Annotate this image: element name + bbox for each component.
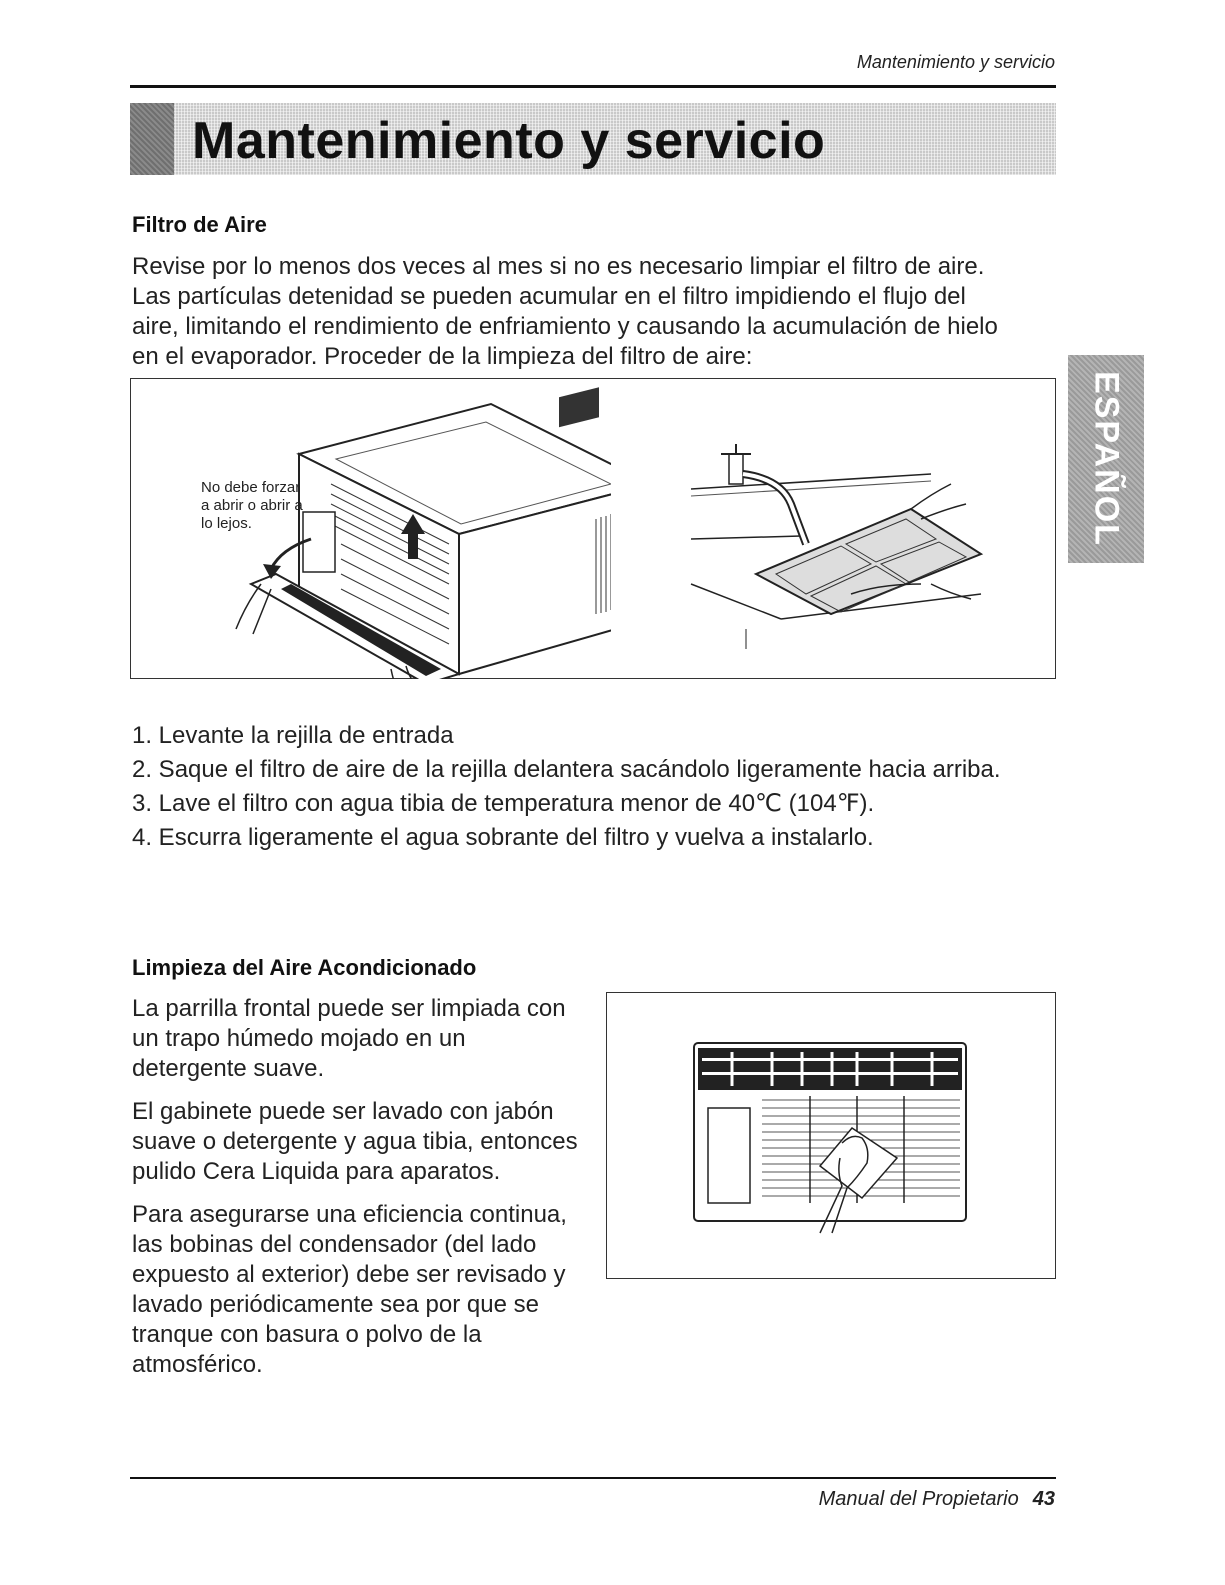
banner-marker bbox=[130, 103, 174, 175]
paragraph-line: El gabinete puede ser lavado con jabón bbox=[132, 1098, 554, 1125]
cleaning-paragraph-2 bbox=[132, 1097, 592, 1187]
filter-intro bbox=[132, 252, 1052, 372]
paragraph-line: pulido Cera Liquida para aparatos. bbox=[132, 1158, 501, 1185]
filter-intro-line: Revise por lo menos dos veces al mes si no es necesario limpiar el filtro de aire. bbox=[132, 253, 985, 280]
running-header: Mantenimiento y servicio bbox=[856, 52, 1055, 72]
list-item: 4. Escurra ligeramente el agua sobrante del filtro y vuelva a instalarlo. bbox=[132, 824, 874, 851]
paragraph-line: suave o detergente y agua tibia, entonces bbox=[132, 1128, 578, 1155]
paragraph-line: detergente suave. bbox=[132, 1055, 325, 1082]
filter-figure bbox=[130, 378, 1056, 679]
header-rule bbox=[130, 85, 1056, 88]
filter-intro-line: en el evaporador. Proceder de la limpieza del filtro de aire: bbox=[132, 343, 753, 370]
page-number: 43 bbox=[1032, 1488, 1055, 1510]
page-title: Mantenimiento y servicio bbox=[192, 112, 826, 170]
page-footer bbox=[130, 1488, 1055, 1511]
paragraph-line: Para asegurarse una eficiencia continua, bbox=[132, 1201, 567, 1228]
cleaning-paragraph-3 bbox=[132, 1200, 592, 1380]
footer-rule bbox=[130, 1477, 1056, 1479]
paragraph-line: las bobinas del condensador (del lado bbox=[132, 1231, 537, 1258]
cleaning-paragraph-1 bbox=[132, 994, 592, 1084]
cleaning-figure bbox=[606, 992, 1056, 1279]
manual-title: Manual del Propietario bbox=[818, 1488, 1019, 1510]
list-item: 2. Saque el filtro de aire de la rejilla delantera sacándolo ligeramente hacia arriba. bbox=[132, 756, 1001, 783]
callout-line: a abrir o abrir a bbox=[201, 497, 303, 514]
filter-intro-line: Las partículas detenidad se pueden acumular en el filtro impidiendo el flujo del bbox=[132, 283, 966, 310]
paragraph-line: La parrilla frontal puede ser limpiada con bbox=[132, 995, 566, 1022]
paragraph-line: atmosférico. bbox=[132, 1351, 263, 1378]
filter-heading: Filtro de Aire bbox=[132, 212, 267, 237]
filter-washing-illustration bbox=[681, 434, 1011, 654]
paragraph-line: tranque con basura o polvo de la bbox=[132, 1321, 482, 1348]
language-tab-label: ESPAÑOL bbox=[1087, 371, 1126, 547]
paragraph-line: expuesto al exterior) debe ser revisado y bbox=[132, 1261, 566, 1288]
paragraph-line: un trapo húmedo mojado en un bbox=[132, 1025, 466, 1052]
list-item: 1. Levante la rejilla de entrada bbox=[132, 722, 454, 749]
callout-line: lo lejos. bbox=[201, 515, 252, 532]
filter-steps-list bbox=[132, 720, 1001, 856]
paragraph-line: lavado periódicamente sea por que se bbox=[132, 1291, 539, 1318]
warning-callout bbox=[201, 479, 326, 533]
cleaning-heading: Limpieza del Aire Acondicionado bbox=[132, 955, 477, 980]
ac-front-wiping-illustration bbox=[692, 1038, 972, 1238]
callout-line: No debe forzar bbox=[201, 479, 301, 496]
filter-intro-line: aire, limitando el rendimiento de enfriamiento y causando la acumulación de hielo bbox=[132, 313, 998, 340]
list-item: 3. Lave el filtro con agua tibia de temperatura menor de 40℃ (104℉). bbox=[132, 790, 875, 817]
